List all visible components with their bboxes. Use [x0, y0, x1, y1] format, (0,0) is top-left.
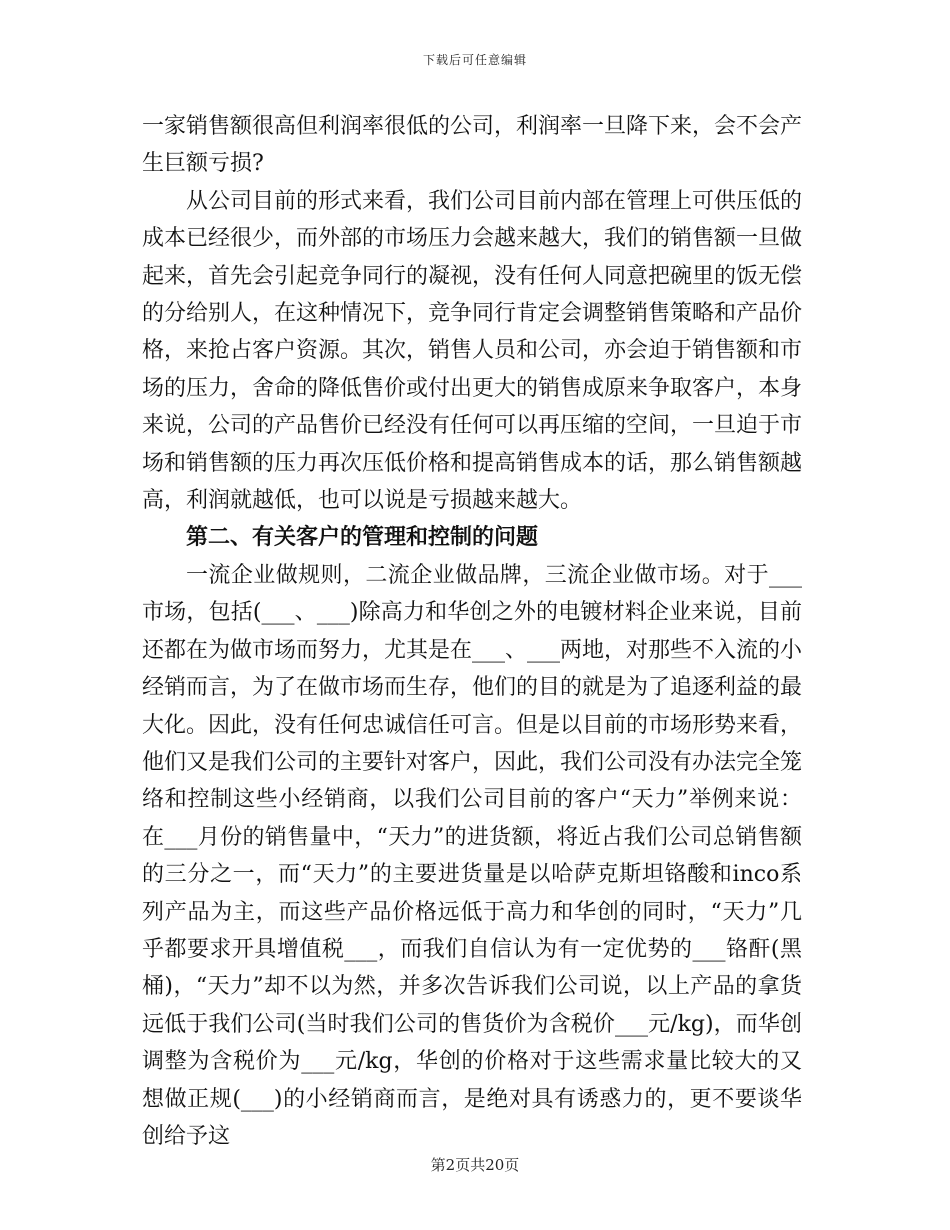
paragraph-2: 从公司目前的形式来看，我们公司目前内部在管理上可供压低的成本已经很少，而外部的市场压力会越来越大，我们的销售额一旦做起来，首先会引起竞争同行的凝视，没有任何人同意把碗里的饭无偿的分给别人，在这种情况下，竞争同行肯定会调整销售策略和产品价格，来抢占客户资源。其次，销售人员和公司，亦会迫于销售额和市场的压力，舍命的降低售价或付出更大的销售成原来争取客户，本身来说，公司的产品售价已经没有任何可以再压缩的空间，一旦迫于市场和销售额的压力再次压低价格和提高销售成本的话，那么销售额越高，利润就越低，也可以说是亏损越来越大。 — [142, 188, 803, 514]
section-heading: 第二、有关客户的管理和控制的问题 — [186, 524, 539, 551]
page-footer: 第2页共20页 — [430, 1156, 520, 1174]
paragraph-1: 一家销售额很高但利润率很低的公司，利润率一旦降下来，会不会产生巨额亏损? — [142, 114, 803, 177]
paragraph-3: 一流企业做规则，二流企业做品牌，三流企业做市场。对于___市场，包括(___、___)除高力和华创之外的电镀材料企业来说，目前还都在为做市场而努力，尤其是在___、___两地，对那些不入流的小经销而言，为了在做市场而生存，他们的目的就是为了追逐利益的最大化。因此，没有任何忠诚信任可言。但是以目前的市场形势来看，他们又是我们公司的主要针对客户，因此，我们公司没有办法完全笼络和控制这些小经销商，以我们公司目前的客户“天力”举例来说：在___月份的销售量中，“天力”的进货额，将近占我们公司总销售额的三分之一，而“天力”的主要进货量是以哈萨克斯坦铬酸和inco系列产品为主，而这些产品价格远低于高力和华创的同时，“天力”几乎都要求开具增值税___，而我们自信认为有一定优势的___铬酐(黑桶)，“天力”却不以为然，并多次告诉我们公司说，以上产品的拿货远低于我们公司(当时我们公司的售货价为含税价___元/kg)，而华创调整为含税价为___元/kg，华创的价格对于这些需求量比较大的又想做正规(___)的小经销商而言，是绝对具有诱惑力的，更不要谈华创给予这 — [142, 562, 803, 1149]
page-header: 下载后可任意编辑 — [422, 53, 527, 67]
document-body — [142, 108, 802, 1155]
